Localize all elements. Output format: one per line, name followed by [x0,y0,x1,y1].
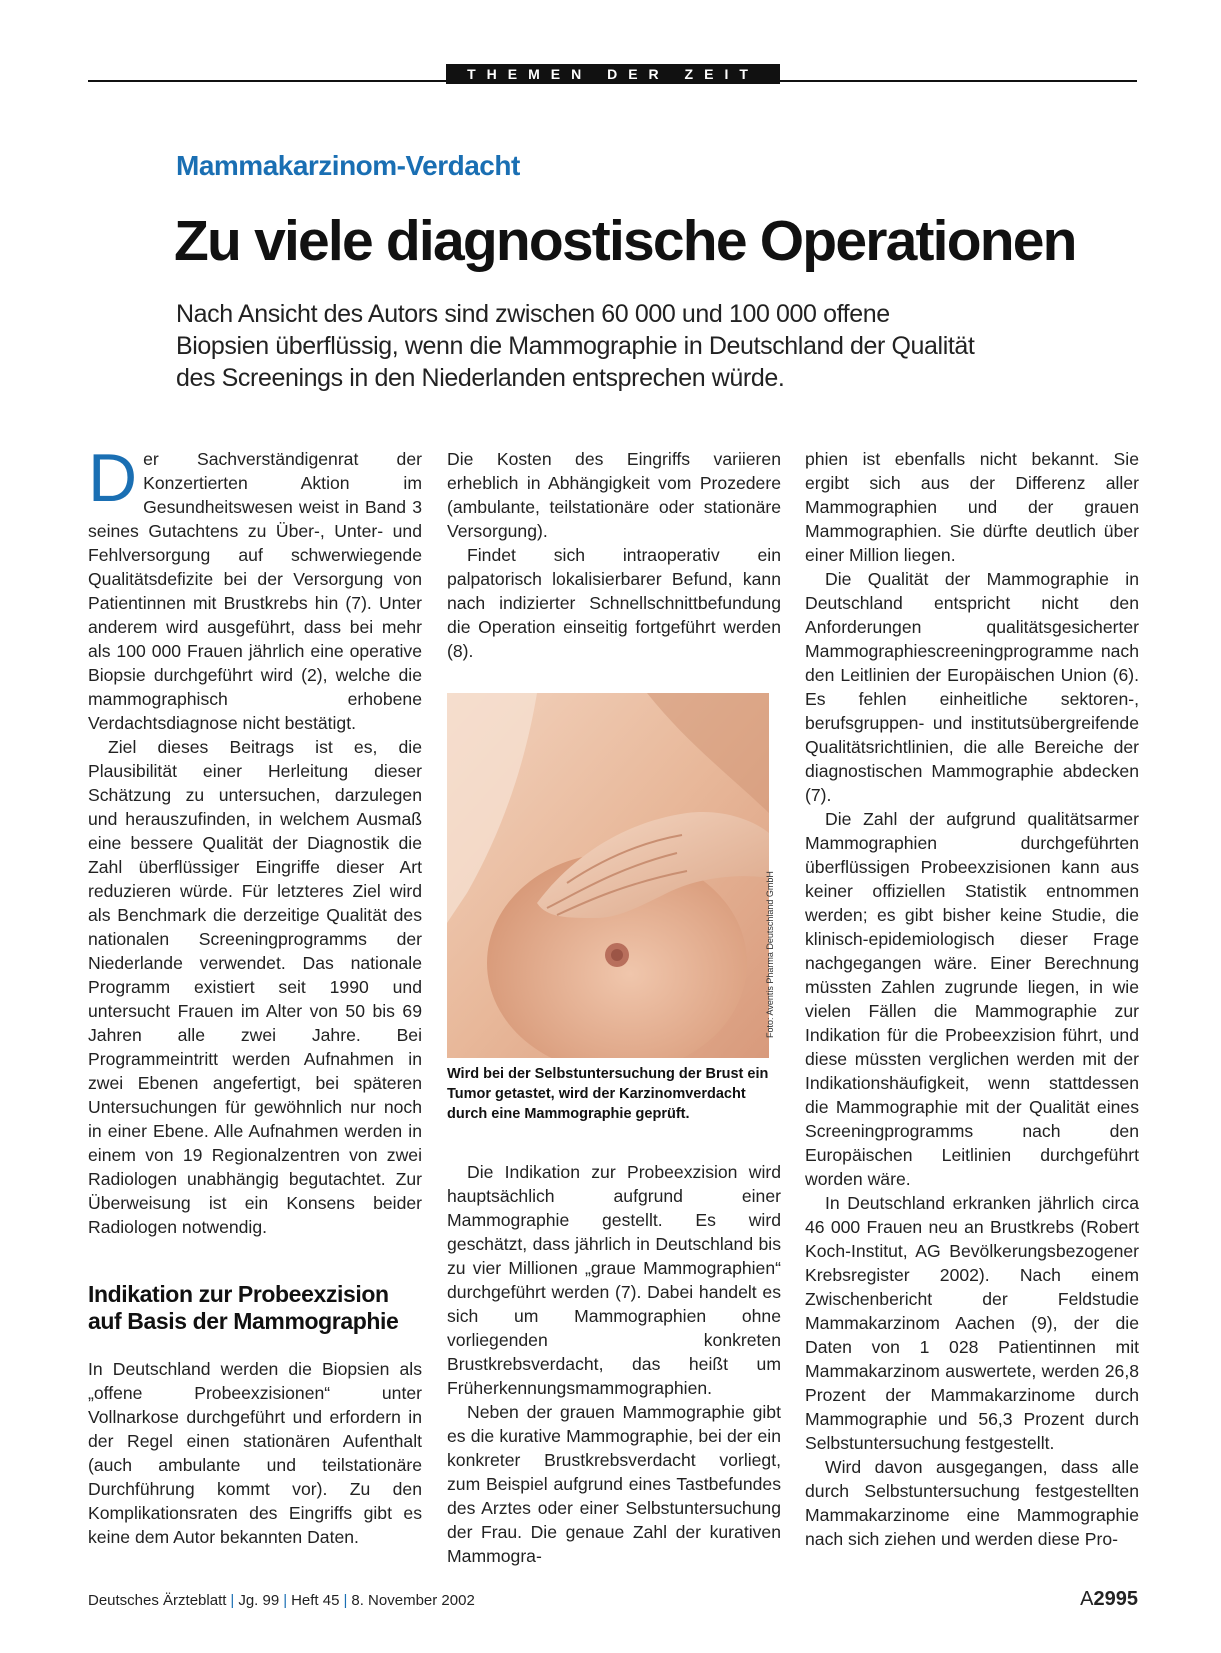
deck-line: Nach Ansicht des Autors sind zwischen 60 000 und 100 000 offene [176,300,890,328]
journal-name: Deutsches Ärzteblatt [88,1592,227,1609]
paragraph-text: er Sachverständigenrat der Konzertierten Aktion im Gesundheitswesen weist in Band 3 seines Gutachtens zu Über-, Unter- und Fehlversorgung auf schwerwiegende Qualitätsdefizite bei der Versorgung von Patientinnen mit Brustkrebs hin (7). Unter anderem wird ausgeführt, dass bei mehr als 100 000 Frauen jährlich eine operative Biopsie durchgeführt wird (2), welche die mammographisch erhobene Verdachtsdiagnose nicht bestätigt. [88,449,422,733]
paragraph: Neben der grauen Mammographie gibt es die kurative Mammographie, bei der ein konkreter Brustkrebsverdacht vorliegt, zum Beispiel aufgrund eines Tastbefundes des Arztes oder einer Selbstuntersuchung der Frau. Die genaue Zahl der kurativen Mammogra- [447,1402,781,1566]
page-number [1080,1588,1138,1611]
journal-volume: Jg. 99 [238,1592,280,1609]
self-examination-photo [447,693,769,1058]
paragraph [88,440,422,735]
paragraph: phien ist ebenfalls nicht bekannt. Sie ergibt sich aus der Differenz aller Mammographien und der grauen Mammographien. Sie dürfte deutlich über einer Million liegen. [805,449,1139,565]
section-label: THEMEN DER ZEIT [446,64,780,84]
article-kicker: Mammakarzinom-Verdacht [176,150,520,181]
journal-issue: Heft 45 [291,1592,340,1609]
paragraph: In Deutschland werden die Biopsien als „offene Probeexzisionen“ unter Vollnarkose durchgeführt und erfordern in der Regel einen stationären Aufenthalt (auch ambulante und teilstationäre Durchführung kommt vor). Zu den Komplikationsraten des Eingriffs gibt es keine dem Autor bekannten Daten. [88,1359,422,1547]
column-1 [88,440,422,1549]
paragraph: Wird davon ausgegangen, dass alle durch Selbstuntersuchung festgestellten Mammakarzinome eine Mammographie nach sich ziehen und werden diese Pro- [805,1457,1139,1549]
deck-line: des Screenings in den Niederlanden entsprechen würde. [176,364,785,392]
paragraph: Die Indikation zur Probeexzision wird hauptsächlich aufgrund einer Mammographie gestellt. Es wird geschätzt, dass jährlich in Deutschland bis zu vier Millionen „graue Mammographien“ durchgeführt werden (7). Dabei handelt es sich um Mammographien ohne vorliegenden konkreten Brustkrebsverdacht, das heißt um Früherkennungsmammographien. [447,1162,781,1398]
issue-date: 8. November 2002 [351,1592,475,1609]
paragraph: Die Kosten des Eingriffs variieren erheblich in Abhängigkeit vom Prozedere (ambulante, teilstationäre oder stationäre Versorgung). [447,449,781,541]
footer-separator: | [343,1592,348,1609]
paragraph: Die Zahl der aufgrund qualitätsarmer Mammographien durchgeführten überflüssigen Probeexzisionen kann aus keiner offiziellen Statistik entnommen werden; es gibt bisher keine Studie, die klinisch-epidemiologisch dieser Frage nachgegangen wäre. Einer Berechnung müssten Zahlen zugrunde liegen, in wie vielen Fällen die Mammographie zur Indikation für die Probeexzision führt, und diese müssten verglichen werden mit der Indikationshäufigkeit, wenn stattdessen die Mammographie mit der Qualität eines Screeningprogramms nach den Europäischen Leitlinien durchgeführt worden wäre. [805,809,1139,1189]
page-prefix: A [1080,1588,1094,1610]
page-number-value: 2995 [1093,1588,1138,1610]
column-2 [447,447,781,1568]
article-deck [176,298,1076,394]
drop-cap: D [88,440,138,516]
figure-caption: Wird bei der Selbstuntersuchung der Brust ein Tumor getastet, wird der Karzinomverdacht durch eine Mammographie geprüft. [447,1066,769,1122]
photo-credit: Foto: Aventis Pharma Deutschland GmbH [765,871,775,1038]
column-3 [805,447,1139,1551]
subheading: Indikation zur Probeexzision auf Basis der Mammographie [88,1281,399,1334]
footer-separator: | [283,1592,288,1609]
paragraph: Ziel dieses Beitrags ist es, die Plausibilität einer Herleitung dieser Schätzung zu untersuchen, darzulegen und herauszufinden, in welchem Ausmaß eine bessere Qualität der Diagnostik die Zahl überflüssiger Eingriffe dieser Art reduzieren würde. Für letzteres Ziel wird als Benchmark die derzeitige Qualität des nationalen Screeningprogramms der Niederlande verwendet. Das nationale Programm existiert seit 1990 und untersucht Frauen im Alter von 50 bis 69 Jahren alle zwei Jahre. Bei Programmeintritt werden Aufnahmen in zwei Ebenen angefertigt, bei späteren Untersuchungen für gewöhnlich nur noch in einer Ebene. Alle Aufnahmen werden in einem von 19 Regionalzentren von zwei Radiologen unabhängig begutachtet. Zur Überweisung ist ein Konsens beider Radiologen notwendig. [88,737,422,1237]
article-headline: Zu viele diagnostische Operationen [174,209,1076,273]
deck-line: Biopsien überflüssig, wenn die Mammographie in Deutschland der Qualität [176,332,975,360]
paragraph: Die Qualität der Mammographie in Deutschland entspricht nicht den Anforderungen qualitätsgesicherter Mammographiescreeningprogramme nach den Leitlinien der Europäischen Union (6). Es fehlen einheitliche sektoren-, berufsgruppen- und institutsübergreifende Qualitätsrichtlinien, die alle Bereiche der diagnostischen Mammographie abdecken (7). [805,569,1139,805]
paragraph: Findet sich intraoperativ ein palpatorisch lokalisierbarer Befund, kann nach indizierter Schnellschnittbefundung die Operation einseitig fortgeführt werden (8). [447,545,781,661]
page-footer [88,1588,1138,1610]
paragraph: In Deutschland erkranken jährlich circa 46 000 Frauen neu an Brustkrebs (Robert Koch-Institut, AG Bevölkerungsbezogener Krebsregister 2002). Nach einem Zwischenbericht der Feldstudie Mammakarzinom Aachen (9), der die Daten von 1 028 Patientinnen mit Mammakarzinom auswertete, werden 26,8 Prozent der Mammakarzinome durch Mammographie und 56,3 Prozent durch Selbstuntersuchung festgestellt. [805,1193,1139,1453]
figure [447,693,781,1058]
footer-separator: | [230,1592,235,1609]
